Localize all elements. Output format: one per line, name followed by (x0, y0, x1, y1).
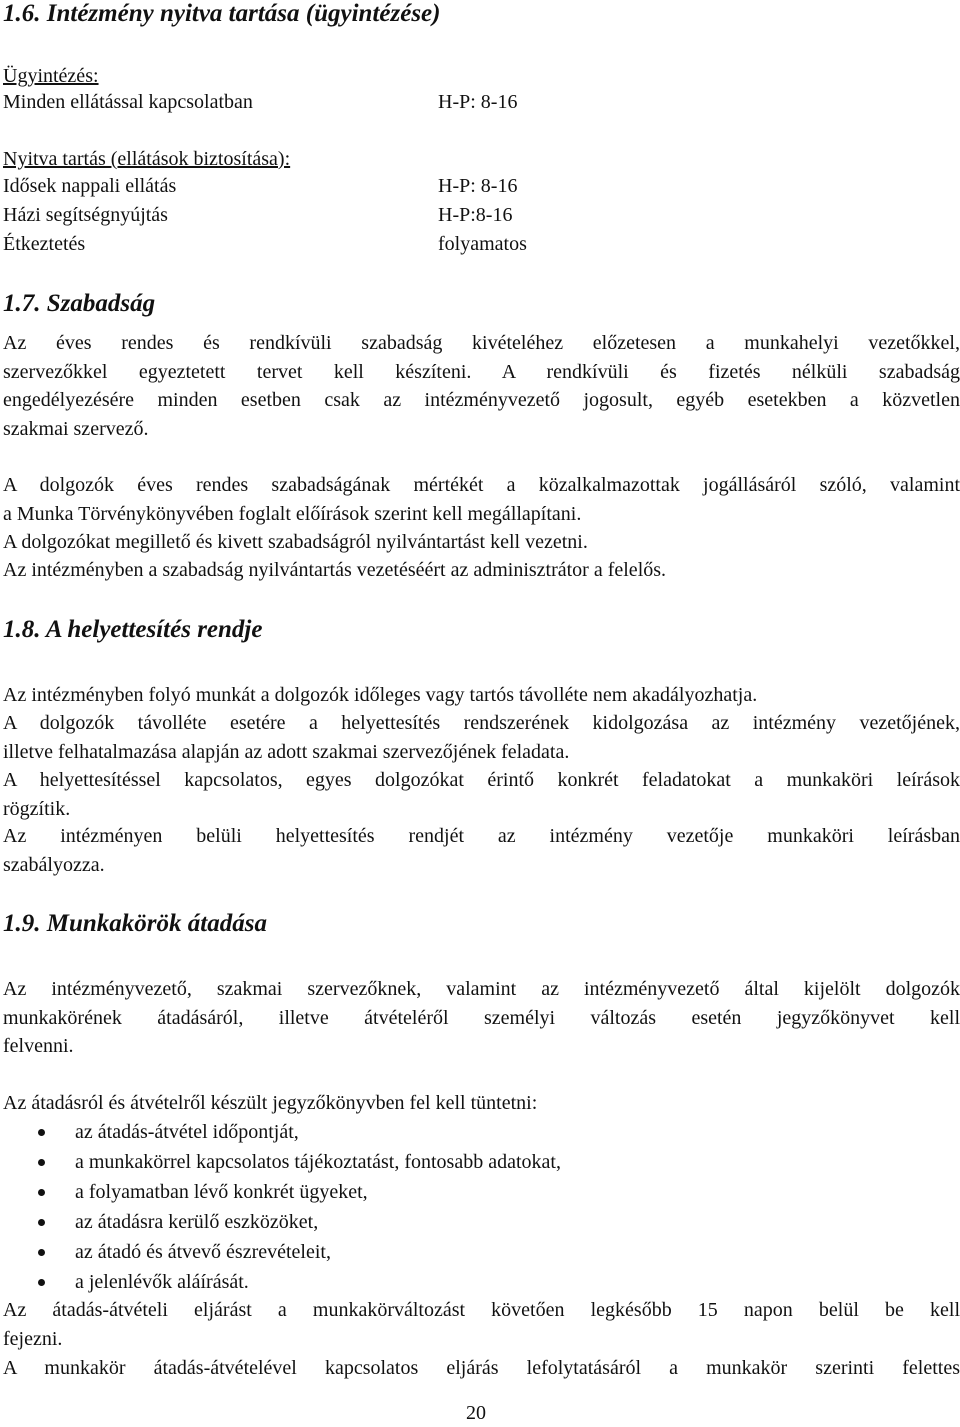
bullet-icon (38, 1279, 45, 1286)
text-line: Az átadás-átvételi eljárást a munkakörváltozást követően legkésőbb 15 napon belül be kell (3, 1299, 960, 1321)
text-line: Az intézményvezető, szakmai szervezőknek, valamint az intézményvezető által kijelölt dolgozók (3, 978, 960, 1000)
row-label: Étkeztetés (3, 233, 86, 255)
ugyintezes-row (3, 88, 960, 116)
paragraph (3, 822, 960, 879)
text-line: A dolgozókat megillető és kivett szabadságról nyilvántartást kell vezetni. (3, 531, 588, 553)
text-line: engedélyezésére minden esetben csak az intézményvezető jogosult, egyéb esetekben a közvetlen (3, 389, 960, 411)
document-page (3, 0, 960, 1424)
opening-row (3, 230, 960, 258)
page-number: 20 (466, 1402, 486, 1424)
paragraph (3, 329, 960, 443)
text-line: illetve felhatalmazása alapján az adott szakmai szervezőjének feladata. (3, 740, 570, 763)
row-label: Minden ellátással kapcsolatban (3, 91, 253, 113)
bullet-list (3, 1118, 561, 1298)
text-line: fejezni. (3, 1327, 63, 1350)
section-1-6-heading: 1.6. Intézmény nyitva tartása (ügyintézése) (3, 0, 441, 27)
list-item-text: a munkakörrel kapcsolatos tájékoztatást, fontosabb adatokat, (75, 1151, 561, 1173)
paragraph (3, 1296, 960, 1353)
list-item (3, 1238, 561, 1268)
paragraph (3, 528, 960, 557)
list-item (3, 1208, 561, 1238)
opening-row (3, 172, 960, 200)
bullet-icon (38, 1219, 45, 1226)
text-line: A dolgozók távolléte esetére a helyettesítés rendszerének kidolgozása az intézmény vezetőjének, (3, 712, 960, 734)
paragraph (3, 709, 960, 766)
section-1-7-heading: 1.7. Szabadság (3, 290, 156, 317)
opening-row (3, 201, 960, 229)
bullet-icon (38, 1189, 45, 1196)
bullet-icon (38, 1249, 45, 1256)
text-line: A dolgozók éves rendes szabadságának mértékét a közalkalmazottak jogállásáról szóló, valamint (3, 474, 960, 496)
text-line: szakmai szervező. (3, 417, 149, 440)
nyitva-tartas-label: Nyitva tartás (ellátások biztosítása): (3, 148, 291, 170)
list-item (3, 1268, 561, 1298)
row-value: H-P:8-16 (438, 204, 513, 226)
paragraph (3, 681, 960, 710)
paragraph (3, 556, 960, 585)
text-line: felvenni. (3, 1035, 74, 1057)
text-line: munkakörének átadásáról, illetve átvételéről személyi változás esetén jegyzőkönyvet kell (3, 1006, 960, 1029)
row-value: folyamatos (438, 233, 527, 255)
row-value: H-P: 8-16 (438, 91, 518, 113)
section-1-8-heading: 1.8. A helyettesítés rendje (3, 616, 263, 643)
list-item-text: az átadó és átvevő észrevételeit, (75, 1241, 331, 1263)
text-line: A munkakör átadás-átvételével kapcsolatos eljárás lefolytatásáról a munkakör szerinti felettes (3, 1357, 960, 1379)
text-line: rögzítik. (3, 797, 71, 820)
text-line: szabályozza. (3, 853, 105, 876)
text-line: Az intézményben folyó munkát a dolgozók időleges vagy tartós távolléte nem akadályozhatja. (3, 684, 758, 706)
text-line: Az éves rendes és rendkívüli szabadság kivételéhez előzetesen a munkahelyi vezetőkkel, (3, 332, 960, 354)
bullet-icon (38, 1129, 45, 1136)
list-item-text: a jelenlévők aláírását. (75, 1271, 249, 1293)
bullet-icon (38, 1159, 45, 1166)
text-line: Az intézményen belüli helyettesítés rendjét az intézmény vezetője munkaköri leírásban (3, 825, 960, 847)
paragraph (3, 471, 960, 528)
ugyintezes-label: Ügyintézés: (3, 65, 99, 87)
list-intro: Az átadásról és átvételről készült jegyzőkönyvben fel kell tüntetni: (3, 1092, 538, 1114)
paragraph (3, 1354, 960, 1383)
row-label: Idősek nappali ellátás (3, 175, 177, 197)
text-line: Az intézményben a szabadság nyilvántartás vezetéséért az adminisztrátor a felelős. (3, 559, 667, 581)
row-label: Házi segítségnyújtás (3, 204, 168, 226)
list-item (3, 1148, 561, 1178)
list-item-text: az átadásra kerülő eszközöket, (75, 1211, 319, 1233)
paragraph (3, 766, 960, 823)
section-1-9-heading: 1.9. Munkakörök átadása (3, 910, 267, 937)
paragraph (3, 975, 960, 1061)
list-item-text: a folyamatban lévő konkrét ügyeket, (75, 1181, 368, 1203)
text-line: A helyettesítéssel kapcsolatos, egyes dolgozókat érintő konkrét feladatokat a munkaköri leírások (3, 769, 960, 791)
row-value: H-P: 8-16 (438, 175, 518, 197)
list-item (3, 1178, 561, 1208)
text-line: szervezőkkel egyeztetett tervet kell készíteni. A rendkívüli és fizetés nélküli szabadság (3, 360, 960, 383)
text-line: a Munka Törvénykönyvében foglalt előírások szerint kell megállapítani. (3, 502, 582, 525)
list-item (3, 1118, 561, 1148)
list-item-text: az átadás-átvétel időpontját, (75, 1121, 299, 1143)
